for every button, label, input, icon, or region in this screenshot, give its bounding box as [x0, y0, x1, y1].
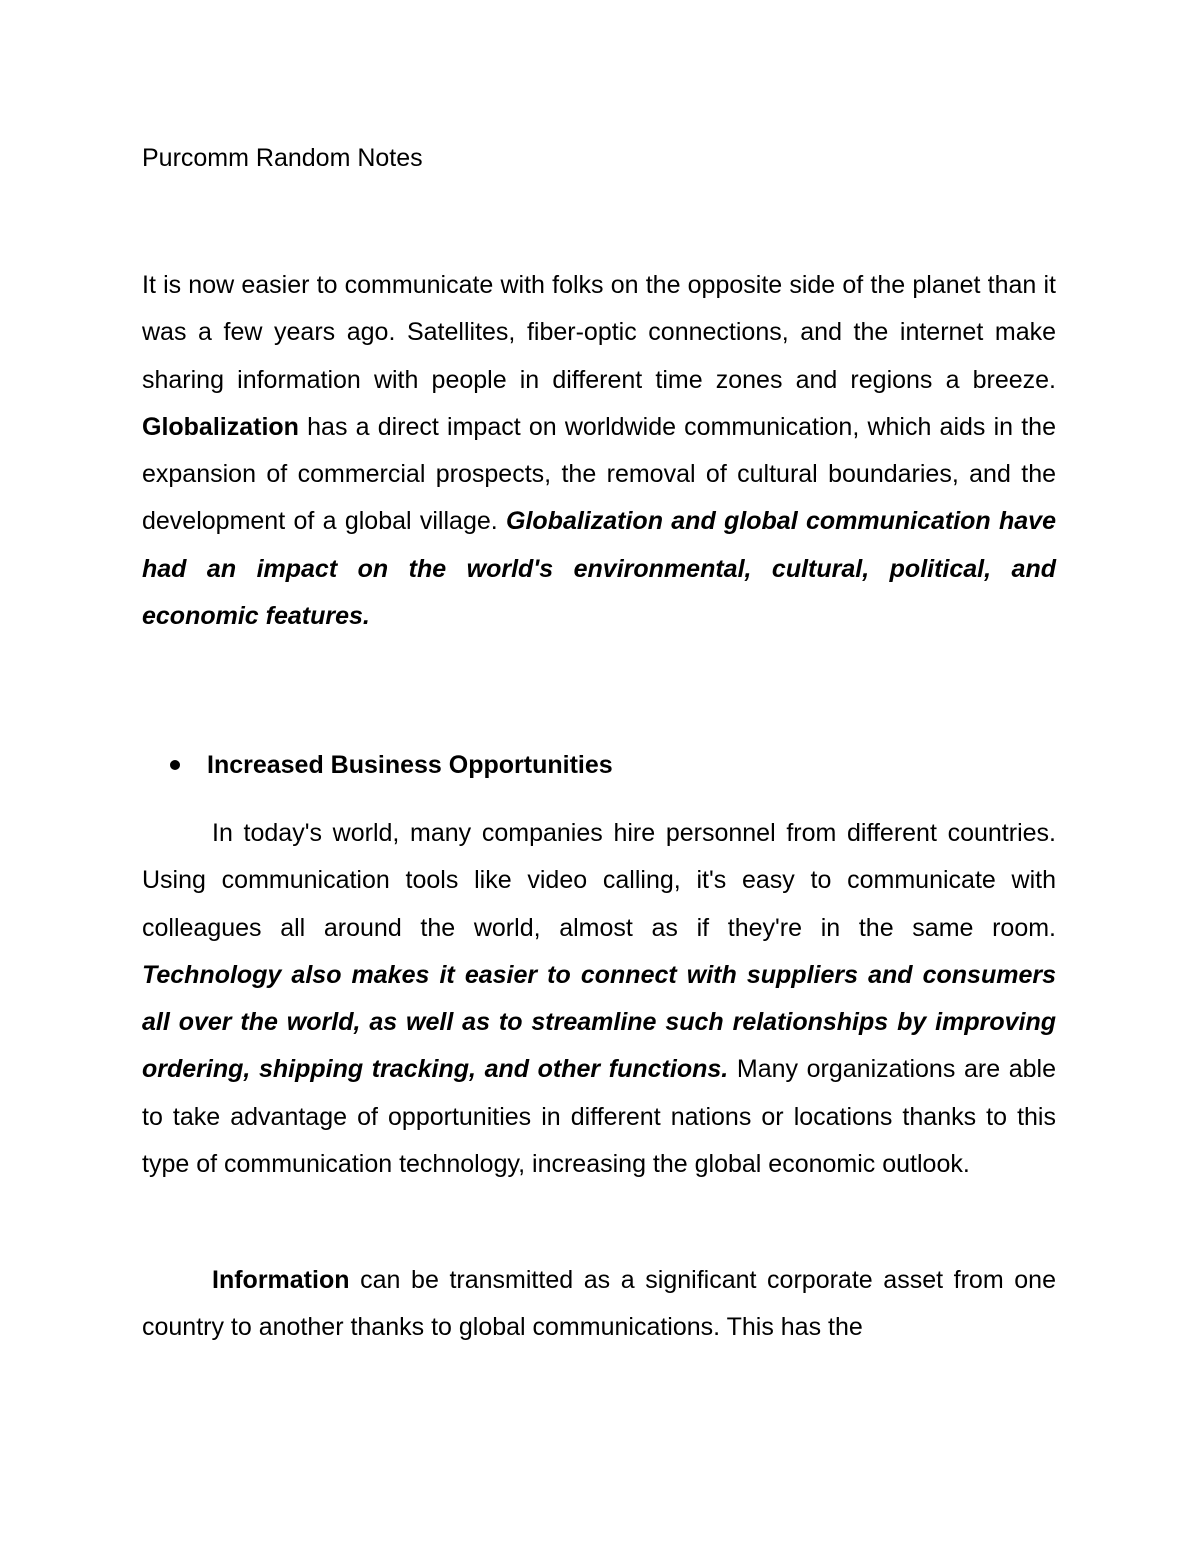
- section-heading-row: [170, 745, 613, 785]
- intro-emphasis: Globalization and global communication have had an impact on the world's environmental, cultural, political, and economic features.: [142, 507, 1056, 631]
- section-p2-bold-term: Information: [212, 1266, 350, 1294]
- section-heading: Increased Business Opportunities: [207, 750, 613, 779]
- section-paragraph-2: [142, 1257, 1056, 1352]
- intro-text-1: It is now easier to communicate with folks on the opposite side of the planet than it was a few years ago. Satellites, fiber-optic connections, and the internet make sharing information with people in different time zones and regions a breeze.: [142, 271, 1056, 394]
- document-title: Purcomm Random Notes: [142, 144, 423, 172]
- section-p1-text-2: Many organizations are able to take advantage of opportunities in different nations or locations thanks to this type of communication technology, increasing the global economic outlook.: [142, 1055, 1056, 1179]
- bullet-icon: [170, 760, 180, 770]
- section-paragraph-1: [142, 810, 1056, 1188]
- intro-bold-term: Globalization: [142, 412, 299, 441]
- intro-text-2: has a direct impact on worldwide communication, which aids in the expansion of commercial prospects, the removal of cultural boundaries, and the development of a global village.: [142, 412, 1056, 536]
- section-p1-emphasis: Technology also makes it easier to connect with suppliers and consumers all over the world, as well as to streamline such relationships by improving ordering, shipping tracking, and other functions.: [142, 960, 1056, 1084]
- section-p1-text-1: In today's world, many companies hire personnel from different countries. Using communication tools like video calling, it's easy to communicate with colleagues all around the world, almost as if they're in the same room.: [142, 819, 1056, 942]
- section-p2-text-1: can be transmitted as a significant corporate asset from one country to another thanks to global communications. This has the: [142, 1266, 1056, 1342]
- intro-paragraph: [142, 262, 1056, 640]
